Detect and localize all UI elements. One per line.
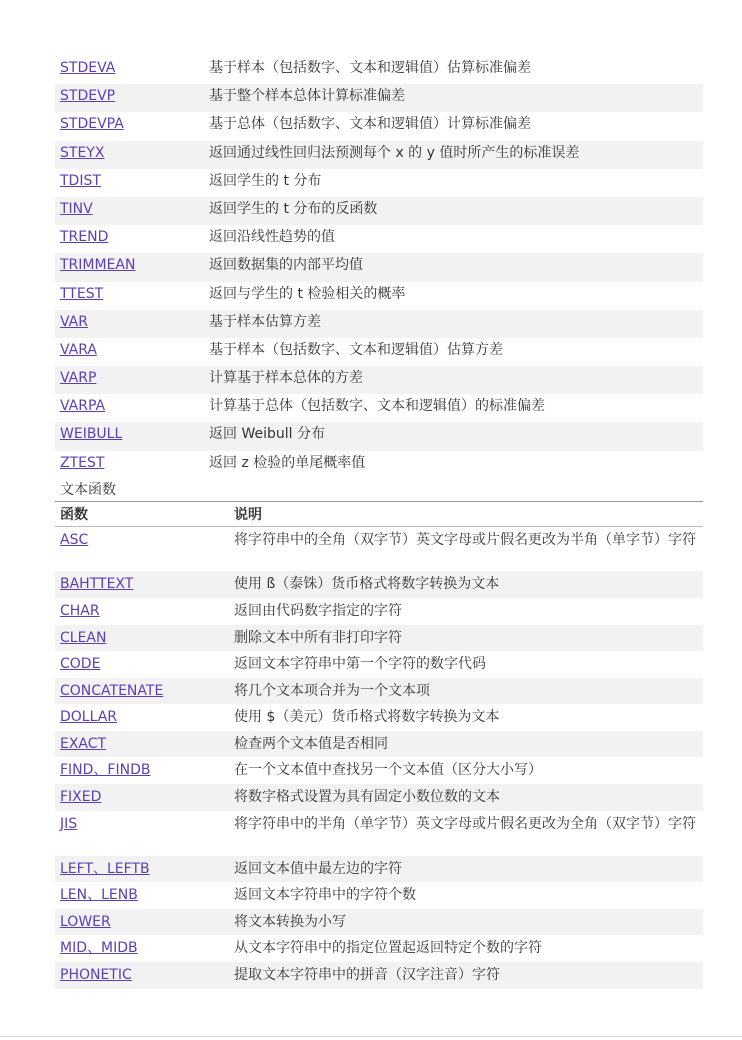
table-row: [55, 882, 703, 909]
text-functions-table: [55, 501, 703, 989]
function-description: 将文本转换为小写: [234, 913, 346, 930]
table-row: [55, 253, 703, 281]
function-description: 基于样本（包括数字、文本和逻辑值）估算方差: [209, 341, 503, 358]
function-link[interactable]: TREND: [60, 229, 109, 246]
table-row: [55, 625, 703, 652]
function-description: 返回文本值中最左边的字符: [234, 860, 402, 877]
function-description: 返回与学生的 t 检验相关的概率: [209, 285, 406, 302]
function-link[interactable]: LOWER: [60, 913, 111, 930]
page-divider: [0, 1036, 742, 1037]
table-row: [55, 394, 703, 422]
function-description: 将几个文本项合并为一个文本项: [234, 682, 430, 699]
table-row: [55, 856, 703, 883]
function-link[interactable]: LEFT、LEFTB: [60, 860, 150, 877]
function-link[interactable]: CODE: [60, 656, 101, 673]
table-row: [55, 282, 703, 310]
table-row: [55, 197, 703, 225]
function-link[interactable]: TINV: [60, 200, 93, 217]
table-row: [55, 704, 703, 731]
table-row: [55, 962, 703, 989]
table-row: [55, 784, 703, 811]
function-description: 检查两个文本值是否相同: [234, 735, 388, 752]
table-row: [55, 571, 703, 598]
table-row: [55, 651, 703, 678]
function-link[interactable]: FIXED: [60, 789, 102, 806]
function-link[interactable]: STDEVPA: [60, 116, 124, 133]
table-row: [55, 338, 703, 366]
table-row: [55, 84, 703, 112]
function-description: 基于样本（包括数字、文本和逻辑值）估算标准偏差: [209, 60, 531, 76]
table-row: [55, 112, 703, 140]
table-row: [55, 598, 703, 625]
function-link[interactable]: FIND、FINDB: [60, 762, 151, 779]
function-description: 返回学生的 t 分布: [209, 172, 322, 189]
function-description: 计算基于样本总体的方差: [209, 370, 363, 387]
table-row: [55, 366, 703, 394]
function-link[interactable]: MID、MIDB: [60, 940, 138, 957]
table-header-row: [55, 501, 703, 526]
table-row: [55, 935, 703, 962]
function-link[interactable]: ASC: [60, 531, 89, 548]
function-link[interactable]: VAR: [60, 313, 88, 330]
function-link[interactable]: EXACT: [60, 735, 107, 752]
table-row: [55, 422, 703, 450]
function-description: 使用 $（美元）货币格式将数字转换为文本: [234, 709, 500, 726]
function-link[interactable]: JIS: [60, 815, 78, 832]
function-description: 删除文本中所有非打印字符: [234, 629, 402, 646]
function-link[interactable]: STEYX: [60, 144, 105, 161]
function-link[interactable]: CONCATENATE: [60, 682, 164, 699]
table-row: [55, 811, 703, 856]
function-description: 返回 z 检验的单尾概率值: [209, 454, 366, 471]
function-description: 基于样本估算方差: [209, 313, 321, 330]
table-row: [55, 731, 703, 758]
table-row: [55, 310, 703, 338]
function-description: 使用 ß（泰铢）货币格式将数字转换为文本: [234, 576, 500, 593]
table-row: [55, 757, 703, 784]
function-description: 将字符串中的全角（双字节）英文字母或片假名更改为半角（单字节）字符: [234, 531, 696, 548]
document-content: [55, 0, 703, 989]
function-description: 返回 Weibull 分布: [209, 426, 325, 443]
function-link[interactable]: TRIMMEAN: [60, 257, 136, 274]
function-link[interactable]: DOLLAR: [60, 709, 118, 726]
function-description: 提取文本字符串中的拼音（汉字注音）字符: [234, 967, 500, 984]
function-link[interactable]: ZTEST: [60, 454, 105, 471]
function-link[interactable]: VARA: [60, 341, 97, 358]
table-row: [55, 141, 703, 169]
function-description: 基于整个样本总体计算标准偏差: [209, 88, 405, 105]
function-description: 返回文本字符串中第一个字符的数字代码: [234, 656, 486, 673]
function-link[interactable]: WEIBULL: [60, 426, 123, 443]
table-row: [55, 225, 703, 253]
statistics-functions-table: [55, 56, 703, 479]
function-link[interactable]: BAHTTEXT: [60, 576, 134, 593]
function-description: 在一个文本值中查找另一个文本值（区分大小写）: [234, 762, 542, 779]
function-link[interactable]: CHAR: [60, 602, 100, 619]
function-link[interactable]: LEN、LENB: [60, 887, 138, 904]
function-link[interactable]: VARP: [60, 370, 97, 387]
function-link[interactable]: VARPA: [60, 398, 106, 415]
table-row: [55, 56, 703, 84]
function-description: 基于总体（包括数字、文本和逻辑值）计算标准偏差: [209, 116, 531, 133]
table-row: [55, 678, 703, 705]
function-description: 返回沿线性趋势的值: [209, 229, 335, 246]
function-link[interactable]: TDIST: [60, 172, 101, 189]
function-link[interactable]: TTEST: [60, 285, 104, 302]
function-description: 返回通过线性回归法预测每个 x 的 y 值时所产生的标准误差: [209, 144, 580, 161]
function-link[interactable]: STDEVA: [60, 60, 116, 76]
function-description: 将字符串中的半角（单字节）英文字母或片假名更改为全角（双字节）字符: [234, 815, 696, 832]
function-description: 返回数据集的内部平均值: [209, 257, 363, 274]
function-description: 返回文本字符串中的字符个数: [234, 887, 416, 904]
function-description: 返回由代码数字指定的字符: [234, 602, 402, 619]
table-row: [55, 169, 703, 197]
function-description: 从文本字符串中的指定位置起返回特定个数的字符: [234, 940, 542, 957]
table-row: [55, 909, 703, 936]
function-link[interactable]: PHONETIC: [60, 967, 132, 984]
function-link[interactable]: CLEAN: [60, 629, 107, 646]
function-description: 返回学生的 t 分布的反函数: [209, 200, 378, 217]
table-row: [55, 451, 703, 479]
function-description: 计算基于总体（包括数字、文本和逻辑值）的标准偏差: [209, 398, 545, 415]
column-header-function: 函数: [60, 506, 88, 523]
function-description: 将数字格式设置为具有固定小数位数的文本: [234, 789, 500, 806]
function-link[interactable]: STDEVP: [60, 88, 116, 105]
section-heading: 文本函数: [60, 481, 116, 498]
table-row: [55, 526, 703, 571]
column-header-description: 说明: [234, 506, 262, 523]
